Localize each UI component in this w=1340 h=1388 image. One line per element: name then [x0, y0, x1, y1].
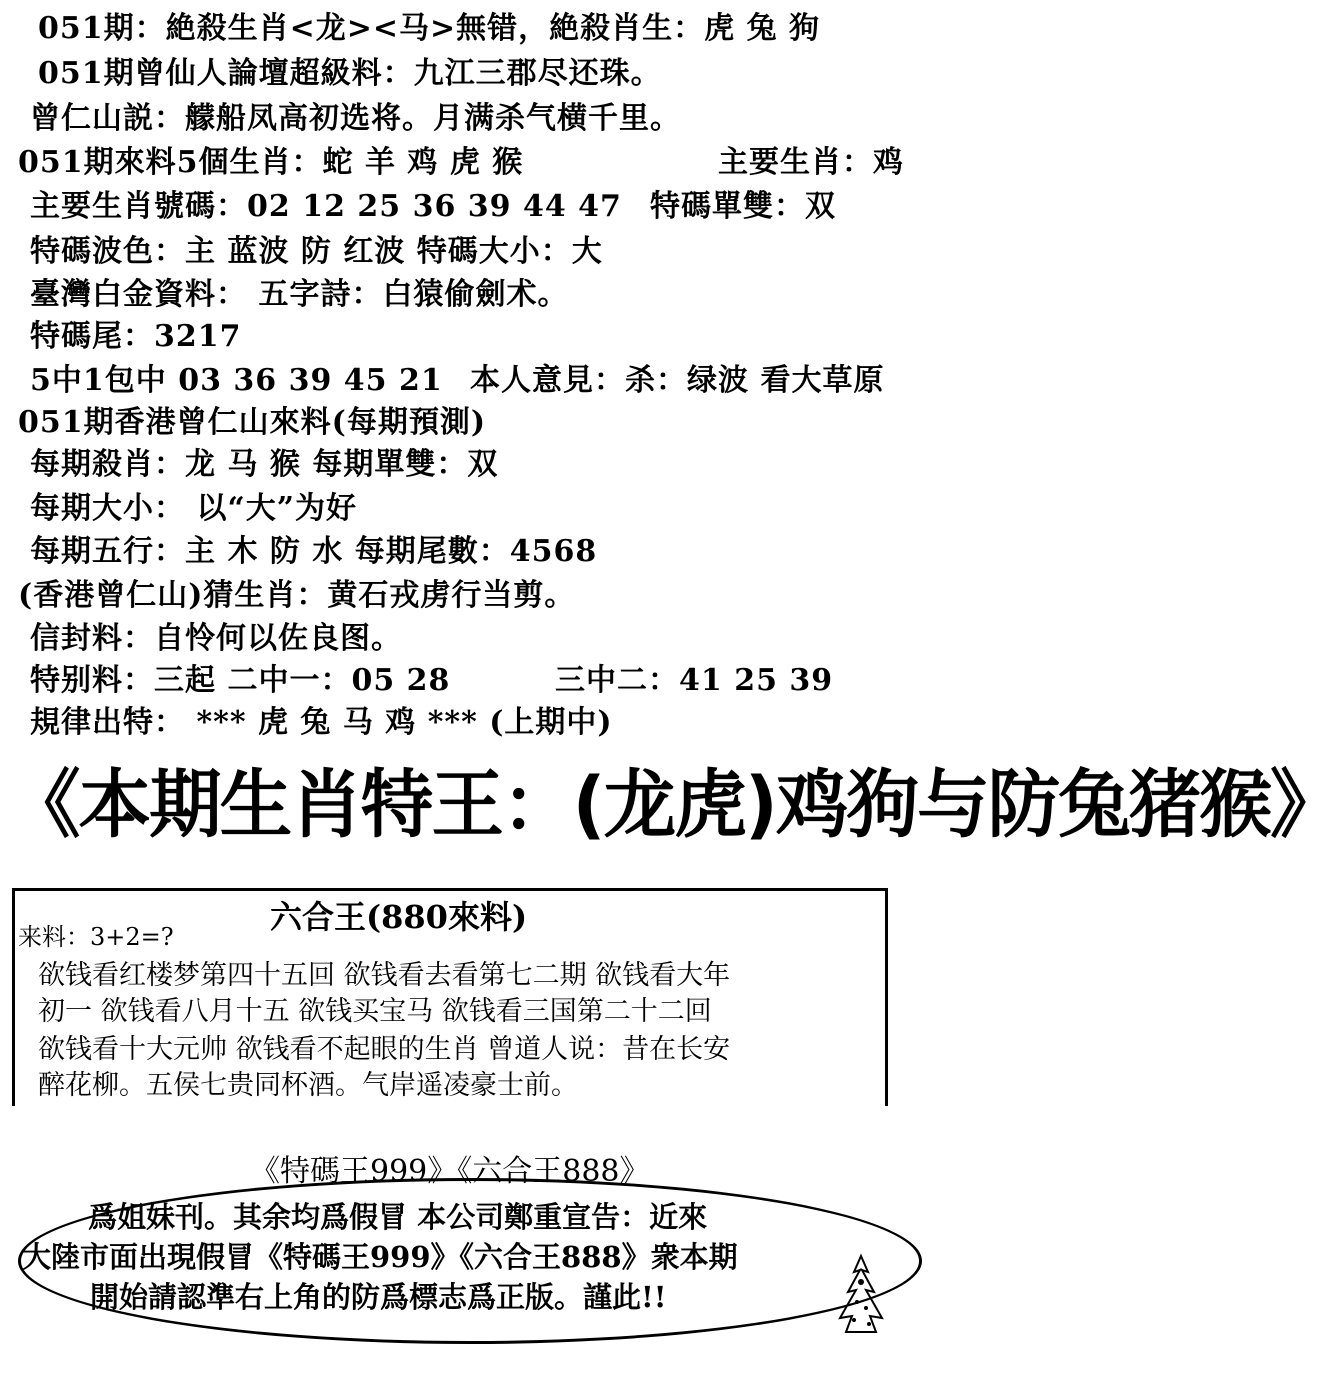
line-8: 特碼尾：3217	[30, 319, 242, 354]
line-9-right: 本人意見：杀：绿波 看大草原	[470, 363, 885, 398]
box-line-2: 初一 欲钱看八月十五 欲钱买宝马 欲钱看三国第二十二回	[38, 996, 712, 1027]
notice-line-3: 開始請認準右上角的防爲標志爲正版。謹此!!	[90, 1280, 667, 1314]
notice-line-2: 大陸市面出現假冒《特碼王999》《六合王888》衆本期	[22, 1240, 738, 1274]
line-4: 051期來料5個生肖：蛇 羊 鸡 虎 猴	[18, 145, 524, 180]
anti-counterfeit-mark-icon	[832, 1252, 890, 1336]
line-11: 每期殺肖：龙 马 猴 每期單雙：双	[30, 447, 499, 482]
line-9: 5中1包中 03 36 39 45 21	[30, 363, 443, 398]
line-16: 特别料：三起 二中一：05 28	[30, 663, 451, 698]
line-14: (香港曾仁山)猜生肖：黄石戎虏行当剪。	[18, 578, 576, 613]
line-13: 每期五行：主 木 防 水 每期尾數：4568	[30, 534, 598, 569]
line-1: 051期：絶殺生肖<龙><马>無错，絶殺肖生：虎 兔 狗	[38, 11, 821, 46]
line-2: 051期曾仙人論壇超級料：九江三郡尽还珠。	[38, 56, 662, 91]
box-line-1: 欲钱看红楼梦第四十五回 欲钱看去看第七二期 欲钱看大年	[38, 960, 731, 991]
box-title: 六合王(880來料)	[270, 898, 528, 936]
line-6: 特碼波色：主 蓝波 防 红波 特碼大小：大	[30, 234, 603, 269]
line-3: 曾仁山説：艨船凤高初选将。月满杀气横千里。	[30, 101, 681, 136]
notice-title: 《特碼王999》《六合王888》	[250, 1154, 650, 1189]
line-12: 每期大小： 以“大”为好	[30, 491, 357, 526]
line-4-right: 主要生肖：鸡	[718, 145, 904, 180]
line-15: 信封料：自怜何以佐良图。	[30, 621, 402, 656]
box-line-3: 欲钱看十大元帅 欲钱看不起眼的生肖 曾道人说：昔在长安	[38, 1034, 731, 1065]
box-line-4: 醉花柳。五侯七贵同杯酒。气岸遥凌豪士前。	[38, 1070, 578, 1101]
line-17: 規律出特： *** 虎 兔 马 鸡 *** (上期中)	[30, 705, 613, 740]
notice-line-1: 爲姐妹刊。其余均爲假冒 本公司鄭重宣告：近來	[88, 1200, 708, 1234]
line-5: 主要生肖號碼：02 12 25 36 39 44 47	[30, 189, 622, 224]
box-label: 来料：3+2=?	[18, 923, 174, 951]
line-10: 051期香港曾仁山來料(每期預測)	[18, 405, 487, 440]
line-7: 臺灣白金資料： 五字詩：白猿偷劍术。	[30, 277, 569, 312]
headline-banner: 《本期生肖特王：(龙虎)鸡狗与防兔猪猴》	[8, 762, 1340, 848]
line-16-right: 三中二：41 25 39	[555, 663, 834, 698]
line-5-right: 特碼單雙：双	[650, 189, 836, 224]
